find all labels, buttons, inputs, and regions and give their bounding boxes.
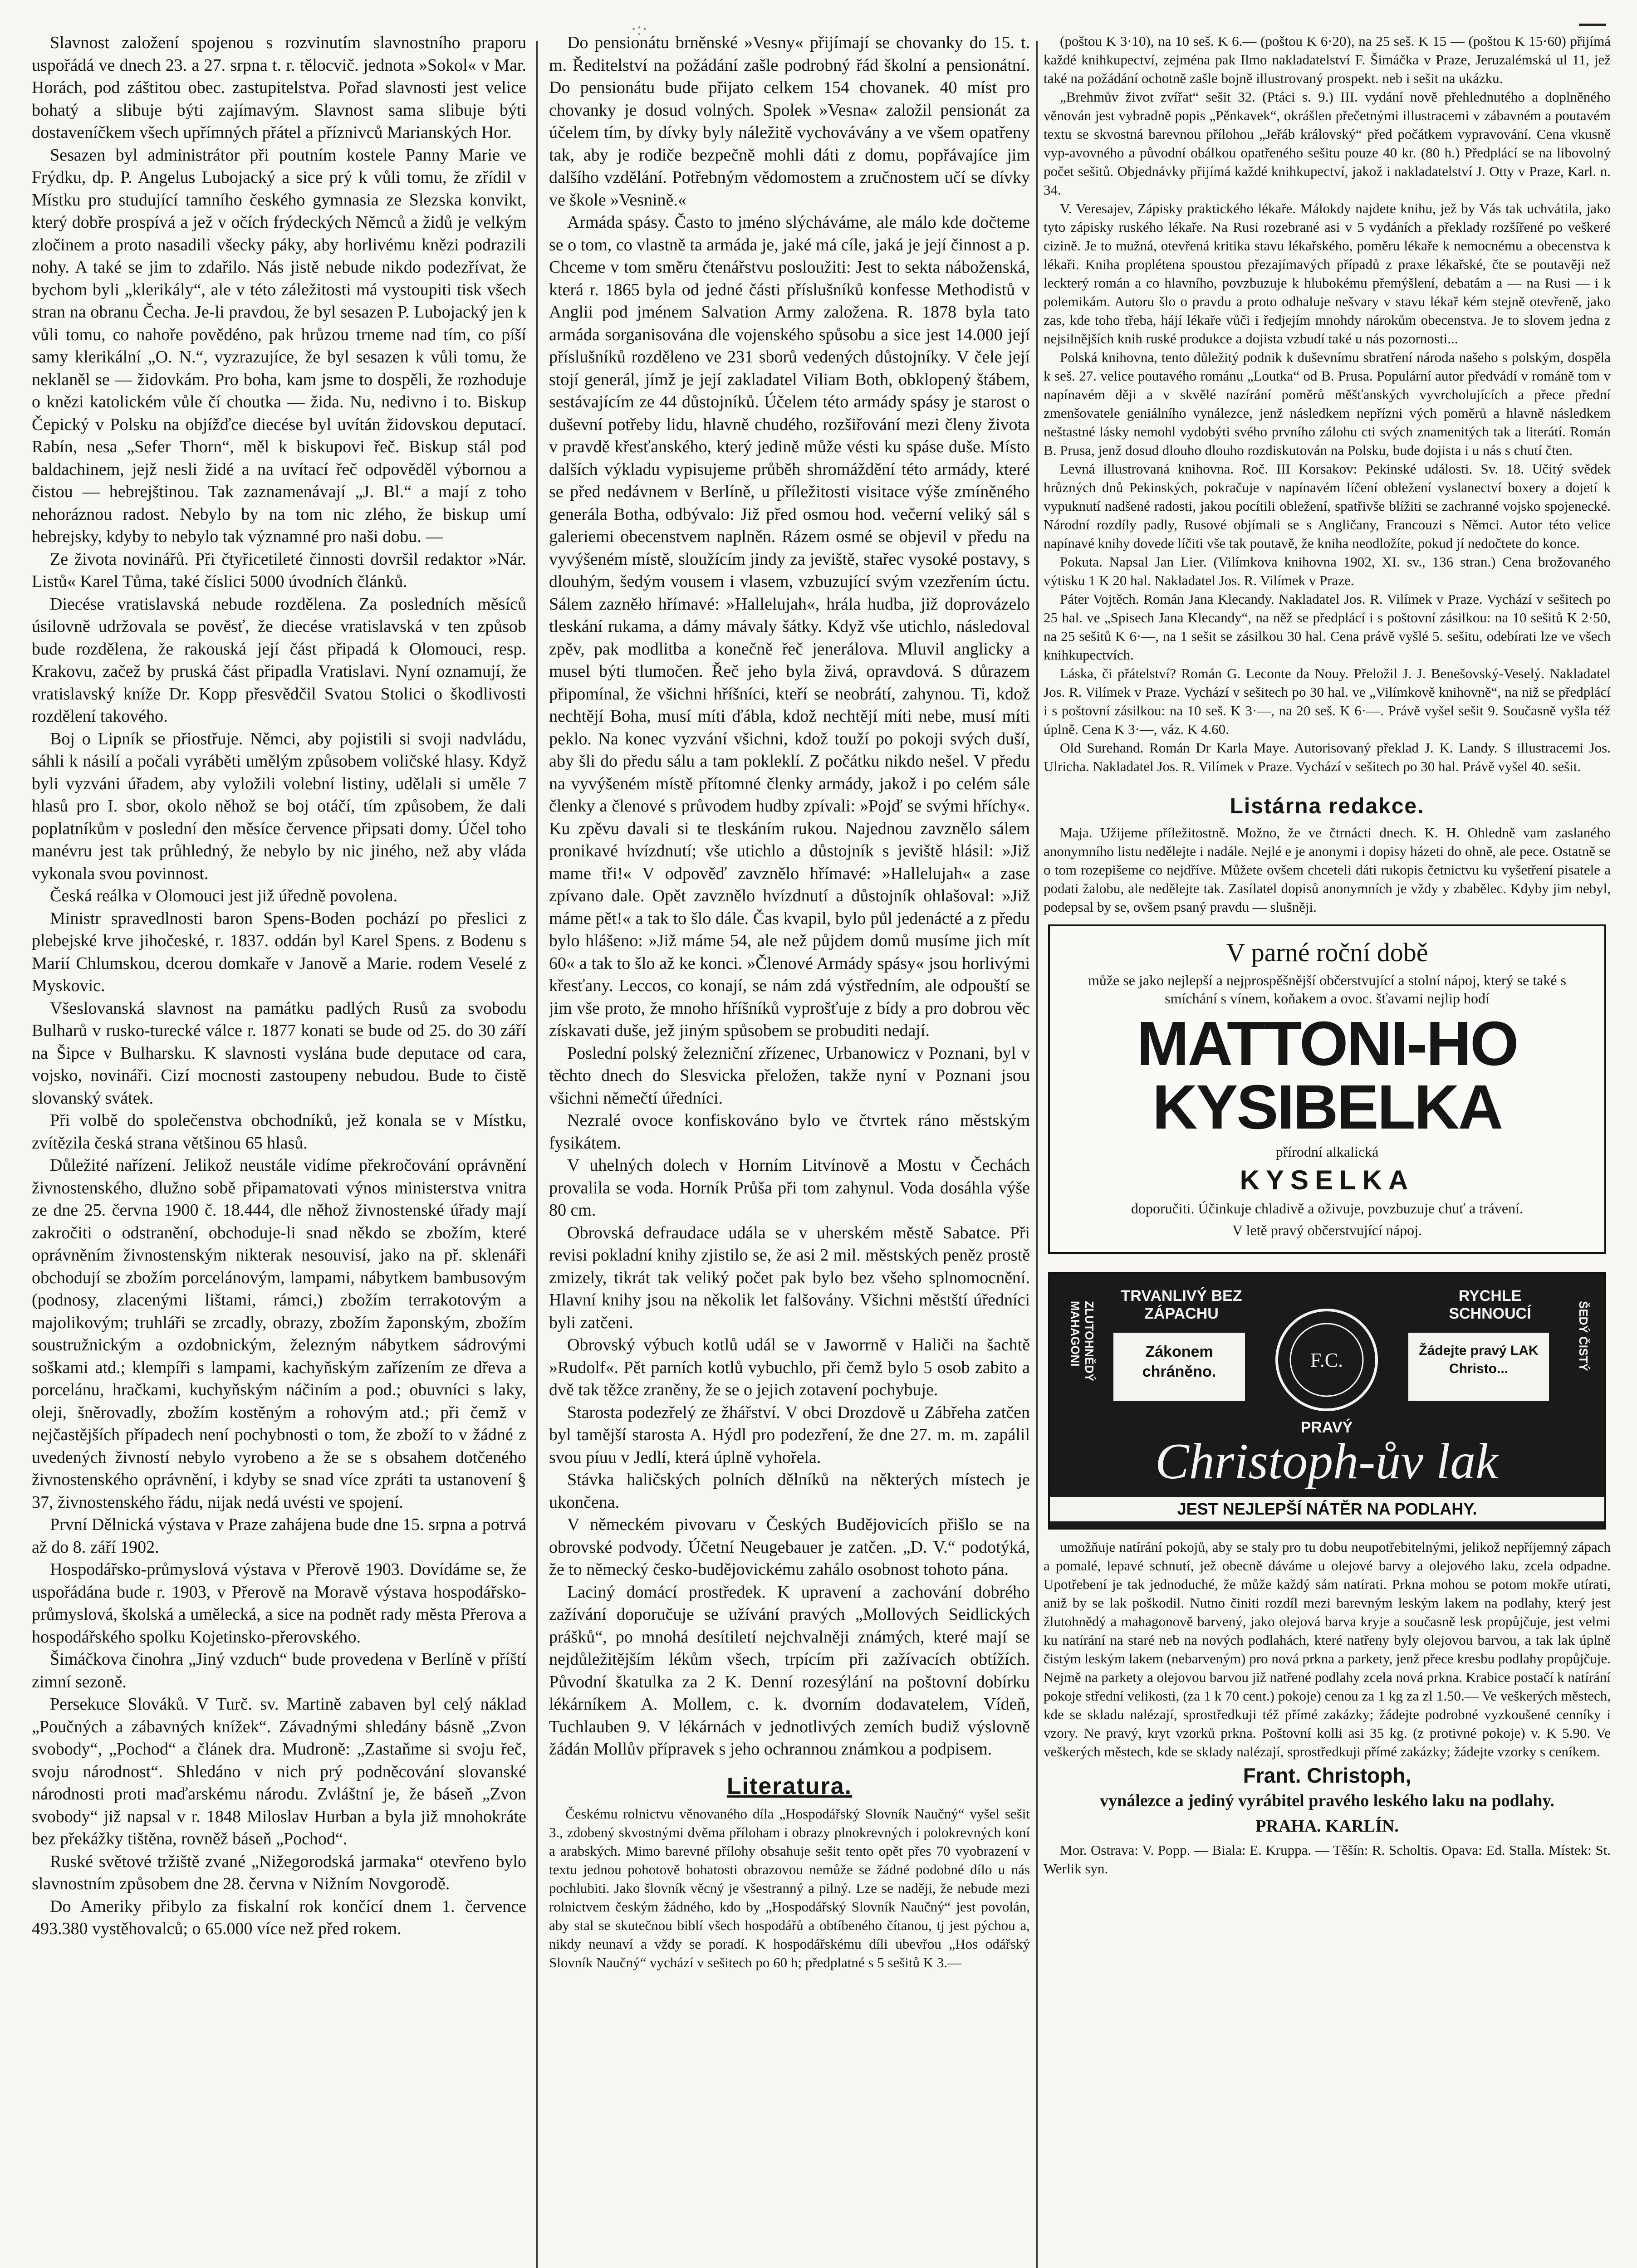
print-smudge: ·:· [631,19,648,39]
christoph-vertical-left: ZLUTOHNĚDÝ MAHAGONI [1068,1301,1096,1382]
christoph-city: PRAHA. KARLÍN. [1255,1817,1399,1836]
column-1 [32,32,526,2268]
column-2 [549,32,1030,2268]
svg-text:F.C.: F.C. [1310,1349,1343,1371]
christoph-label-left: TRVANLIVÝ BEZ ZÁPACHU [1121,1287,1242,1322]
article-vybuch: Obrovský výbuch kotlů udál se v Jaworrně v Haliči na šachtě »Rudolf«. Pět parních kotlů vybuchlo, při čemž bylo 5 osob zabito a dvě tak těžce zraněny, že se o jejich zotavení pochybuje. [549,1335,1030,1399]
article-uhelne-doly: V uhelných dolech v Horním Litvínově a Mostu v Čechách provalila se voda. Horník Průša při tom zahynul. Voda dosáhla výše 80 cm. [549,1156,1030,1220]
article-armada-spasy: Armáda spásy. Často to jméno slýcháváme, ale málo kde dočteme se o tom, co vlastně ta armáda je, jaké má cíle, jaká je její činnost a p. Chceme v tom směru čtenářstvu posloužiti: Jest to sekta náboženská, která r. 1865 byla od jedné části příslušníků konfesse Methodistů v Anglii pod jménem Salvation Army založena. R. 1878 byla tato armáda sorganisována dle vojenského spůsobu a sice jest 14.000 její příslušníků rozděleno ve 231 sborů vedených důstojníky. V čele její stojí generál, jímž je její zakladatel Viliam Both, obklopený štábem, sestávajícím ze 44 důstojníků. Účelem této armády spásy je starost o duševní potřeby lidu, hlavně chudého, rozšiřování mezi členy života v pravdě křesťanského, který jedině může vésti ku spáse duše. Místo dalších výkladu vypisujeme průběh shromáždění této armády, které se před nedávnem v Berlíně, u příležitosti visitace výše zmíněného generála Botha, odbývalo: Již před osmou hod. večerní veliký sál s galeriemi obecenstvem naplněn. Rázem osmé se objevil v předu na vyvýšeném místě, sloužícím jindy za jeviště, stařec vysoké postavy, s dlouhým, šedým vousem i vlasem, vzbuzující svým vzezřením úctu. Sálem zazněło hřímavé: »Hallelujah«, hrála hudba, již doprovázelo tleskání rukama, a dámy mávaly šátky. Když vše utichlo, následoval zpěv, pak modlitba a konečně řeč jenerálova. Mluvil anglicky a musel býti tlumočen. Řeč jeho byla živá, opravdová. S důrazem připomínal, že všichni hříšníci, kteří se neobrátí, zahynou. Ti, kdož nechtějí Boha, musí míti ďábla, kdož nechtějí míti nebe, musí míti peklo. Na konec vyzvání všichni, kdož touží po pokoji svých duší, aby šli do předu sálu a tam pokleklí. Z počátku nikdo nešel. V předu na vyvýšeném místě přítomné členky armády, jakož i po celém sále členky a členové s průvodem hudby zpívali: »Pojď se svými hříchy«. Ku zpěvu davali si te tleskáním rukou. Najednou zavznělo sálem pronikavé hvízdnutí; vše utichlo a důstojník s jeviště hlásil: »Již mame tři!« V odpověď zavznělo hřímavé: »Hallelujah« a zase zpívano dale. Opět zavznělo hvízdnutí a důstojník ohlašoval: »Již máme pět!« a tak to šlo dále. Čas kvapil, bylo půl jedenácté a z předu bylo hlášeno: »Již máme 54, ale než půjdem domů musíme jich mít 60« a tak to šlo až ke konci. »Členové Armády spásy« jsou horlivými křesťany. Leccos, co konají, se nám zdá výstředním, ale odpouští se jim vše proto, že mnoho hříšníků vyprošťuje z bídy a pro dobrou věc získavati duše, jež jiným spůsobem se probuditi nedají. [549,213,1030,1040]
christoph-signature: Frant. Christoph, [1243,1764,1412,1787]
christoph-seal-icon [1272,1305,1381,1414]
christoph-lak-ad [1048,1272,1606,1530]
article-ovoce: Nezralé ovoce konfiskováno bylo ve čtvrtek ráno městským fysikátem. [549,1111,1030,1153]
review-levna-knihovna: Levná illustrovaná knihovna. Roč. III Korsakov: Pekinské události. Sv. 18. Učitý svědek hrůzných dnů Pekinských, pokračuje v napínavém líčení obležení vyslanectví boxery a dojetí k vypuknutí nadšené radosti, jakou pocítili obležení, spatřivše blížiti se zachranné vojsko spojenecké. Národní rozdíly padly, Rusové objímali se s Angličany, Francouzi s Němci. Autor této velice napínavé knihy dovede líčiti vše tak poutavě, že kniha neodložíte, pokud jí nedočtete do konce. [1044,461,1611,551]
listarna-text: Maja. Užijeme příležitostně. Možno, že ve čtrnácti dnech. K. H. Ohledně vam zaslaného anonymního listu nedělejte i nadále. Nejlé e je anonymi i dopisy házeti do ohně, ale pece. Ostatně se o tom rozepišeme co nejdříve. Můžete ovšem chceteli dáti rukopis četnictvu ku vyšetření pisatele a podati žalobu, ale nedělejte tak. Zasílatel dopisů anonymních je vždy y zbabělec. Kdyby jim nebyl, podepsal by se, ovšem psaný pravdu — slušněji. [1044,825,1611,915]
article-persekuce: Persekuce Slováků. V Turč. sv. Martině zabaven byl celý náklad „Poučných a zábavných knížek“. Závadnými shledány básně „Zvon svobody“, „Pochod“ a článek dra. Mudroně: „Zastaňme si svoju řeč, svoju národnost“. Shledáno v nich prý podněcování slovanské národnosti proti maďarskému národu. Zvláštní je, že báseň „Zvon svobody“ již napsal v r. 1848 Miloslav Hurban a byla již mnohokráte bez překážky tištěna, rovněž báseň „Pochod“. [32,1695,526,1848]
review-brehm: „Brehmův život zvířat“ sešit 32. (Ptáci s. 9.) III. vydání nově přehlednutého a doplněného věnován jest vybradně popis „Pěnkavek“, okrášlen přečetnými illustracemi v zábavném a poutavém textu se skvostná barevnou přílohou „Jeřáb královský“ před počátkem vypravování. Cena vkusně vyp-avovného a původní obálkou opatřeného sešitu pouze 40 kr. (80 h.) Předplácí se na libovolný počet sešitů. Objednávky přijímá každé knihkupectví, jakož i nakladatelství J. Otty v Praze, Karl. n. 34. [1044,89,1611,198]
article-sokol: Slavnost založení spojenou s rozvinutím slavnostního praporu uspořádá ve dnech 23. a 27. srpna t. r. tělocvič. jednota »Sokol« v Mar. Horách, pod záštitou obec. zastupitelstva. Pořad slavnosti jest velice bohatý a slibuje býti zajímavým. Slavnost sama slibuje býti dostaveníčkem všech upřímných přátel a příznivců Marianských Hor. [32,33,526,142]
christoph-ad-text: umožňuje natírání pokojů, aby se staly pro tu dobu neupotřebitelnými, jelikož nepříjemný zápach a pomalé, lepavé schnutí, jež obecně dáváme u olejové barvy a olejového laku, zcela odpadne. Upotřebení je tak jednoduché, že může každý sám natírati. Prkna mohou se potom mokře utírati, aniž by se lak poškodil. Nutno činiti rozdíl mezi barevným leským lakem na podlahy, který jest žlutohnědý a mahagonově barvený, jako olejová barva kryje a současně lesk propůjčuje, jest velmi ku natírání na staré neb na nových podlahách, které natřeny byly olejovou barvou, a tak lak úplně čistým leským lakem (nebarveným) pro nová prkna a parkety, jenž přece kresbu podlahy propůjčuje. Nejmě na parkety a olejovou barvou již natřené podlahy zcela nová prkna. Krabice postačí k natírání pokoje střední velikosti, (za 1 k 70 cent.) pokoje) cenou za 1 kg za zl 1.50.— Ve veškerých městech, kde se skladu nalézají, sprostředkuji též přímé zakázky; žádejte podrobné vyzkoušené cenníky i vzory. Ne pravý, kryt vzorků prkna. Poštovní kolli asi 35 kg. (z protivné pokoje) v. K 5.90. Ve veškerých městech, kde se sklady nalézají, sprostředkuji přímé zakázky; žádejte vzorky s ceníkem. [1044,1539,1611,1760]
column-rule-1 [536,41,538,2268]
article-novinari: Ze života novinářů. Při čtyřicetileté činnosti dovršil redaktor »Nár. Listů« Karel Tůma, také číslici 5000 úvodních článků. [32,549,526,591]
article-volba: Při volbě do společenstva obchodníků, jež konala se v Místku, zvítězila česká strana většinou 65 hlasů. [32,1111,526,1153]
article-stavka: Stávka haličských polních dělníků na některých místech je ukončena. [549,1470,1030,1512]
article-defraudace: Obrovská defraudace udála se v uherském městě Sabatce. Při revisi pokladní knihy zjistilo se, že asi 2 mil. městských peněz prostě zmizely, tikrát tak veliký počet pak bylo bez všeho splnomocnění. Hlavní knihy jsou na několik let falšovány. Všichni městští úředníci byli zatčeni. [549,1223,1030,1332]
article-ministr: Ministr spravedlnosti baron Spens-Boden pochází po přeslici z plebejské krve jihočeské, r. 1837. oddán byl Karel Spens. z Bodenu s Marií Chlumskou, dcerou domkaře v Janově a Marie. rodem Veselé z Myskovic. [32,909,526,995]
article-domaci-prostredek: Laciný domácí prostředek. K upravení a zachování dobrého zažívání doporučuje se užívání pravých „Mollových Seidlických prášků“, po mnohá desítiletí nejchvalněji známých, které mají se nejdůležitějším lékům všech, trpícím při zažívacích obtížích. Původní škatulka za 2 K. Denní rozesýlání na poštovní dobírku lékárníkem A. Mollem, c. k. dvorním dodavatelem, Vídeň, Tuchlauben 9. V lékárnách v jednotlivých zemích budiž výslovně žádán Mollův přípravek s jeho ochrannou známkou a podpisem. [549,1582,1030,1759]
christoph-title: vynálezce a jediný vyrábitel pravého leského laku na podlahy. [1100,1791,1554,1810]
mattoni-kyselka: KYSELKA [1240,1165,1415,1195]
article-lubojacky: Sesazen byl administrátor při poutním kostele Panny Marie ve Frýdku, dp. P. Angelus Lubojacký a sice prý k vůli tomu, že zřídil v Místku pro studující tamního českého gymnasia ze Slezska konvikt, který dobře prospívá a jež v očích frýdeckých Němců a židů je velkým zločinem a proto nasadili všecky páky, aby horlivému knězi podrazili nohy. A také se jim to zdařilo. Nás jistě nebude nikdo podezřívat, že bychom byli „klerikály“, ale v této záležitosti má vystoupiti tisk všech stran na obranu Čecha. Je-li pravdou, že byl sesazen P. Lubojacký jen k vůli tomu, co nahoře povědéno, pak hrůzou trneme nad tím, co píší samy klerikální „O. N.“, vyzrazujíce, že byl sesazen k vůli tomu, že neklaněl se — židovkám. Pro boha, kam jsme to dospěli, že rozhoduje o knězi katolickém vůle čí choutka — žida. Nu, nedivno i to. Biskup Čepický v Polsku na objížďce diecése byl uvítán židovskou deputací. Rabín, nesa „Sefer Thorn“, měl k biskupovi řeč. Biskup stál pod baldachinem, jejž nesli židé a na uvítací řeč odpověděl výbornou a čistou — hebrejštinou. Tak zaznamenávají „J. Bl.“ a mají z toho nehoráznou radost. Nebylo by na tom nic zlého, že biskup umí hebrejsky, kdyby to nebylo tak významné pro naši dobu. — [32,145,526,546]
article-lipnik: Boj o Lipník se přiostřuje. Němci, aby pojistili si svoji nadvládu, sáhli k násilí a počali vyráběti umělým způsobem voličské hlasy. Když byli vyzváni úřadem, aby vyložili volební listiny, udělali si uměle 7 hlasů pro I. sbor, okolo něhož se boj otáčí, tím způsobem, že dali poplatníkům v poslední den měsíce července připsati domy. Účel toho manévru jest tak průhledný, že nebylo by nic jiného, než aby vláda vykonala svou povinnost. [32,729,526,883]
article-vesna: Do pensionátu brněnské »Vesny« přijímají se chovanky do 15. t. m. Ředitelství na požádání zašle podrobný řád školní a pensionátní. Do pensionátu bude přijato celkem 154 chovanek. 40 míst pro chovanky je dosud volných. Spolek »Vesna« založil pensionát za účelem tím, by dívky byly náležitě vychovávány a ve všem opatřeny tak, aby je rodiče bezpečně mohli dáti z domu, popřávajíce jim dalšího vzdělání. Potřebným vědomostem a zručnostem učí se dívky ve škole »Vesnině.« [549,33,1030,210]
christoph-pravy: PRAVÝ [1300,1419,1353,1436]
article-starosta: Starosta podezřelý ze žhářství. V obci Drozdově u Zábřeha zatčen byl tamější starosta A. Hýdl pro podezření, že dne 27. m. m. zapálil svou píuu v Jedlí, která úplně vyhořela. [549,1403,1030,1467]
literatura-heading: Literatura. [726,1773,853,1799]
article-delnicka-vystava: První Dělnická výstava v Praze zahájena bude dne 15. srpna a potrvá až do 8. září 1902. [32,1515,526,1557]
christoph-bottom-banner: JEST NEJLEPŠÍ NÁTĚR NA PODLAHY. [1050,1497,1604,1521]
review-pokuta: Pokuta. Napsal Jan Lier. (Vilímkova knihovna 1902, XI. sv., 136 stran.) Cena brožovaného výtisku 1 K 20 hal. Nakladatel Jos. R. Vilímek v Praze. [1044,554,1611,588]
mattoni-doporuceni: doporučiti. Účinkuje chladivě a oživuje, povzbuzuje chuť a trávení. [1131,1200,1524,1217]
mattoni-slogan: V letě pravý občerstvující nápoj. [1232,1222,1422,1238]
column-3 [1044,32,1611,2268]
review-laska: Láska, či přátelství? Román G. Leconte da Nouy. Přeložil J. J. Benešovský-Veselý. Nakladatel Jos. R. Vilímek v Praze. Vychází v sešitech po 30 hal. ve „Vilímkově knihovně“, na niž se předplácí i s poštovní zásilkou: na 10 seš. K 3·—, na 20 seš. K 6·—. Právě vyšel sešit 9. Současně vyšla též úplně. Cena K 3·—, váz. K 4.60. [1044,665,1611,737]
article-narizeni: Důležité nařízení. Jelikož neustále vidíme překročování oprávnění živnostenského, dlužno sobě připamatovati výnos ministerstva vnitra ze dne 25. června 1900 č. 18.444, dle něhož živnostenské úřady mají zakročiti o odstranění, obchoduje-li snad někdo se zbožím, které oprávněním živnostenským nikterak nesouvisí, jako na př. sklenáři obchodují se zbožím porcelánovým, lampami, nábytkem bambusovým (podnosy, zlacenými lištami, rámci,) zbožím terrakotovým a majolikovým; truhláři se zrcadly, obrazy, zbožím žaponským, zbožím soustružnickým a ozdobnickým, železným nábytkem sádrovými soškami atd.; klempíři s lampami, kachyňským zařízením ze dřeva a porcelánu, hračkami, kuchyňským náčiním a pod.; obuvníci s laky, oleji, šněrovadly, zbožím kostěným a rohovým atd.; při čemž v nejčastějších případech není pochybnosti o tom, že zboží to v žádné z uvedených živností nebylo vyrobeno a že se s obsahem dotčeného živnostenského oprávnění, i kdyby se snad více zpráti ta ustanovení § 37, živnostenského řádu, nijak nedá uvésti ve spojení. [32,1156,526,1512]
column-rule-2 [1036,41,1038,2268]
article-realka: Česká reálka v Olomouci jest již úředně povolena. [50,886,398,905]
mattoni-headline: V parné roční době [1226,938,1428,967]
christoph-dealers: Mor. Ostrava: V. Popp. — Biala: E. Kruppa. — Těšín: R. Scholtis. Opava: Ed. Stalla. Místek: St. Werlik syn. [1044,1842,1611,1877]
christoph-script-logo: Christoph-ův lak [1155,1433,1498,1490]
review-veresajev: V. Veresajev, Zápisky praktického lékaře. Málokdy najdete knihu, jež by Vás tak uchvátila, jako tyto zápisky ruského lékaře. Na Rusi rozebrané asi v 5 vydáních a překlady rozšířené po veškeré cizině. Je to mužná, otevřená kritika stavu lékařského, poměru lékaře k nemocnému a obecenstva k lékaři. Kniha proplétena spoustou přezajímavých případů z praxe lékařské, čte se poutavěji než leckterý román a co hlavního, povzbuzuje k hlubokému přemýšlení, debatám a — na Rusi — i k polemikám. Autoru šlo o pravdu a proto odhaluje nešvary v stavu lékař kém stejně otevřeně, jako zas, kde toho třeba, hájí lékaře vůči i ředjejím mnohdy nárokům obecenstva. Je to slovem jedna z nejsilnějších knih ruské produkce a dojista vzbudí také u nás pozornosti... [1044,200,1611,347]
article-vseslovanska: Všeslovanská slavnost na památku padlých Rusů za svobodu Bulharů v rusko-turecké válce r. 1877 konati se bude od 25. do 30 září na Šipce v Bulharsku. K slavnosti vyslána bude deputace od cara, vojsko, novináři. Cizí mocnosti zastoupeny nebudou. Bude to čistě slovanský svátek. [32,998,526,1108]
christoph-box-right: Žádejte pravý LAK Christo... [1408,1333,1549,1401]
article-trziste: Ruské světové tržiště zvané „Nižegorodská jarmaka“ otevřeno bylo slavnostním způsobem dne 28. června v Nižním Novgorodě. [32,1852,526,1893]
review-polska-knihovna: Polská knihovna, tento důležitý podnik k duševnímu sbratření národa našeho s polským, dospěla k seš. 27. velice poutavého románu „Loutka“ od B. Prusa. Populární autor předvádí v románě tom v napínavém ději a v skvělé nazírání poměrů měšťanských vyvrcholujících a přece přední zmenšovatele geniálního vynálezce, jenž následkem nepřízni vých poměrů a hlavně následkem neštastné lásky nemohl vydobýti svého prvního zálohu cti svých znamenitých tak a literátí. Román B. Prusa, jenž dosud dlouho dlouho rozdiskutován na Polsku, bude dojista i u nás s chutí čten. [1044,349,1611,458]
literatura-text: Českému rolnictvu věnovaného díla „Hospodářský Slovník Naučný“ vyšel sešit 3., zdobený skvostnými dvěma příloham i obrazy plnokrevných i polokrevných koní a arabských. Mimo barevné přílohy obsahuje sešit tento opět přes 70 vyobrazení v textu jednou pohotově bohatosti obrazovou nemůže se žádné podobné dílo u nás pochlubiti. Jako šlovník věcný je všestranný a pilný. Lze se naději, že nebude mezi rolnictvem českým žádného, kdo by „Hospodářský Slovník Naučný“ jest povolán, aby stal se skutečnou biblí všech hospodářů a obtíbeného čítanou, tj jest pýchou a, nikdy neunaví a vždy se poradí. K hospodářskému díli ubevřou „Hos odářský Slovník Naučný“ vychází v sešitech po 60 h; předplatné s 5 sešitů K 3.— [549,1805,1030,1970]
mattoni-ad [1048,924,1606,1254]
article-zeleznicni: Poslední polský železniční zřízenec, Urbanowicz v Poznani, byl v těchto dnech do Slesvicka přeložen, takže nyní v Poznani jsou všichni němečtí úředníci. [549,1043,1030,1108]
review-pater-vojtech: Páter Vojtěch. Román Jana Klecandy. Nakladatel Jos. R. Vilímek v Praze. Vychází v sešitech po 25 hal. ve „Spisech Jana Klecandy“, na něž se předplácí i s poštovní zásilkou: na 10 sešitů K 2·50, na 25 sešitů K 6·—, na 1 sešit se zásilkou 30 hal. Cena právě vyšlé 5. sešitu, odebírati lze ve všech knihkupectvích. [1044,591,1611,663]
corner-mark [1579,24,1606,26]
article-simacek: Šimáčkova činohra „Jiný vzduch“ bude provedena v Berlíně v příští zimní sezoně. [32,1650,526,1691]
listarna-heading: Listárna redakce. [1230,794,1425,818]
review-simacek: (poštou K 3·10), na 10 seš. K 6.— (poštou K 6·20), na 25 seš. K 15 — (poštou K 15·60) přijímá každé knihkupectví, zejména pak Ilmo nakladatelství F. Šimáčka v Praze, Jeruzalémská ul 11, jež také na požádání ochotně zašle bojně illustrovaný prospekt. neb i sešit na ukázku. [1044,33,1611,86]
article-prerov: Hospodářsko-průmyslová výstava v Přerově 1903. Dovídáme se, že uspořádána bude r. 1903, v Přerově na Moravě výstava hospodářsko-průmyslová, školská a umělecká, a sice na podnět rady města Přerova a hospodářského spolku Kojetinsko-přerovského. [32,1560,526,1647]
christoph-box-left: Zákonem chráněno. [1113,1333,1245,1401]
article-amerika: Do Ameriky přibylo za fiskalní rok končící dnem 1. července 493.380 vystěhovalců; o 65.000 více než před rokem. [32,1897,526,1938]
review-old-surehand: Old Surehand. Román Dr Karla Maye. Autorisovaný překlad J. K. Landy. S illustracemi Jos. Ulricha. Nakladatel Jos. R. Vilímek v Praze. Vychází v sešitech po 30 hal. Právě vyšel 40. sešit. [1044,740,1611,774]
christoph-label-right: RYCHLE SCHNOUCÍ [1449,1287,1531,1322]
mattoni-logo: MATTONI-HO KYSIBELKA [1137,1009,1518,1142]
article-pivovar: V německém pivovaru v Českých Budějovicích přišlo se na obrovské podvody. Účetní Neugebauer je zatčen. „D. V.“ podotýká, že to německý česko-budějovickému zahálo osobnost tohoto pána. [549,1515,1030,1579]
mattoni-subtag: přírodní alkalická [1275,1144,1379,1160]
christoph-vertical-right: ŠEDÝ ČISTÝ [1577,1301,1590,1371]
mattoni-intro: může se jako nejlepší a nejprospěšnější občerstvující a stolní nápoj, který se také s smíchání s vínem, koňakem a ovoc. šťavami nejlip hodí [1088,972,1566,1007]
article-diecese: Diecése vratislavská nebude rozdělena. Za posledních měsíců úsilovně udržovala se pověsť, že diecése vratislavská v ten způsob bude rozdělena, že rakouská její část připadá k Olomouci, resp. Krakovu, začež by pruská část připadla Vratislavi. Nyní oznamují, že vratislavský kníže Dr. Kopp přesvědčil Svatou Stolici o škodlivosti rozdělení takového. [32,594,526,726]
